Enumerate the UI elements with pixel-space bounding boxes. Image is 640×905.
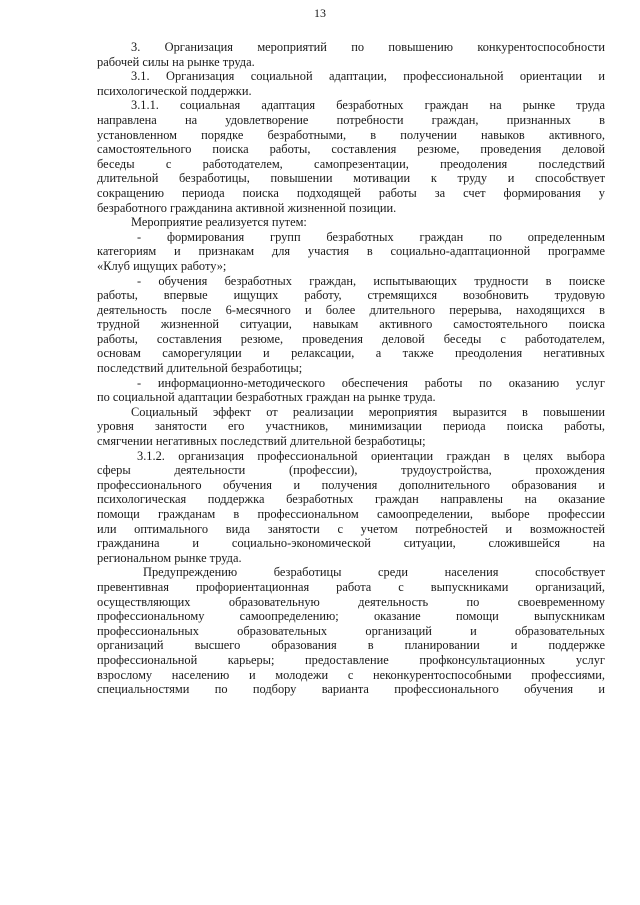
text-line: трудной жизненной ситуации, навыкам активного самостоятельного поиска [97, 317, 605, 332]
text-line: помощи гражданам в профессиональном самоопределении, выборе профессии [97, 507, 605, 521]
text-line: Предупреждению безработицы среди населения способствует [143, 565, 605, 580]
text-line: основам саморегуляции и релаксации, а также преодоления негативных [97, 346, 605, 361]
text-line: региональном рынке труда. [97, 550, 242, 565]
text-line: сокращению периода поиска подходящей работы за счет формирования у [97, 185, 605, 200]
text-line: последствий длительной безработицы; [97, 361, 303, 376]
page-number: 13 [314, 6, 326, 20]
text-line: работы, впервые ищущих работу, стремящихся возобновить трудовую [97, 288, 605, 303]
text-line: 3.1.2. организация профессиональной ориентации граждан в целях выбора [137, 448, 605, 463]
text-line: профессиональной карьеры; предоставление профконсультационных услуг [97, 652, 605, 667]
text-line: специальностями по подбору варианта профессионального обучения и [97, 682, 605, 697]
text-line: - информационно-методического обеспечения работы по оказанию услуг [137, 375, 605, 390]
text-line: по социальной адаптации безработных граждан на рынке труда. [97, 390, 436, 405]
text-line: 3.1. Организация социальной адаптации, профессиональной ориентации и [131, 69, 605, 84]
text-line: направлена на удовлетворение потребности граждан, признанных в [97, 112, 605, 127]
text-line: - формирования групп безработных граждан по определенным [137, 229, 605, 244]
text-line: уровня занятости его участников, минимизации периода поиска работы, [97, 419, 605, 434]
text-line: организаций высшего образования в планировании и поддержке [97, 638, 605, 653]
text-line: - обучения безработных граждан, испытывающих трудности в поиске [137, 273, 605, 288]
text-line: психологической поддержки. [97, 83, 252, 98]
text-line: Мероприятие реализуется путем: [131, 215, 307, 230]
text-line: профессиональных образовательных организаций и образовательных [97, 623, 605, 638]
text-line: превентивная профориентационная работа с выпускниками организаций, [97, 579, 605, 594]
text-line: психологическая поддержка безработных граждан направлены на оказание [97, 492, 605, 507]
text-line: установленном порядке безработными, в получении навыков активного, [97, 127, 605, 142]
text-line: или оптимального вида занятости с учетом потребностей и возможностей [97, 521, 605, 536]
text-line: гражданина и социально-экономической ситуации, сложившейся на [97, 536, 605, 551]
text-line: профессионального обучения и получения дополнительного образования и [97, 477, 605, 492]
text-line: «Клуб ищущих работу»; [97, 258, 227, 273]
text-line: рабочей силы на рынке труда. [97, 54, 255, 69]
text-line: 3. Организация мероприятий по повышению конкурентоспособности [131, 40, 605, 54]
text-line: осуществляющих образовательную деятельность по своевременному [97, 594, 605, 609]
text-line: смягчении негативных последствий длительной безработицы; [97, 434, 426, 449]
text-line: самостоятельного поиска работы, составления резюме, проведения деловой [97, 142, 605, 157]
text-line: деятельность после 6-месячного и более длительного перерыва, находящихся в [97, 302, 605, 317]
text-line: длительной безработицы, повышении мотивации к труду и способствует [97, 171, 605, 186]
text-line: безработного гражданина активной жизненной позиции. [97, 200, 397, 215]
text-line: беседы с работодателем, самопрезентации, преодоления последствий [97, 156, 605, 171]
document-body [97, 40, 605, 697]
text-line: взрослому населению и молодежи с неконкурентоспособными профессиями, [97, 667, 605, 682]
text-line: 3.1.1. социальная адаптация безработных граждан на рынке труда [131, 98, 605, 113]
text-line: Социальный эффект от реализации мероприятия выразится в повышении [131, 404, 605, 419]
text-line: профессиональному самоопределению; оказание помощи выпускникам [97, 609, 605, 624]
text-line: сферы деятельности (профессии), трудоустройства, прохождения [97, 463, 605, 478]
text-line: работы, составления резюме, проведения деловой беседы с работодателем, [97, 331, 605, 346]
text-line: категориям и признакам для участия в социально-адаптационной программе [97, 244, 605, 259]
